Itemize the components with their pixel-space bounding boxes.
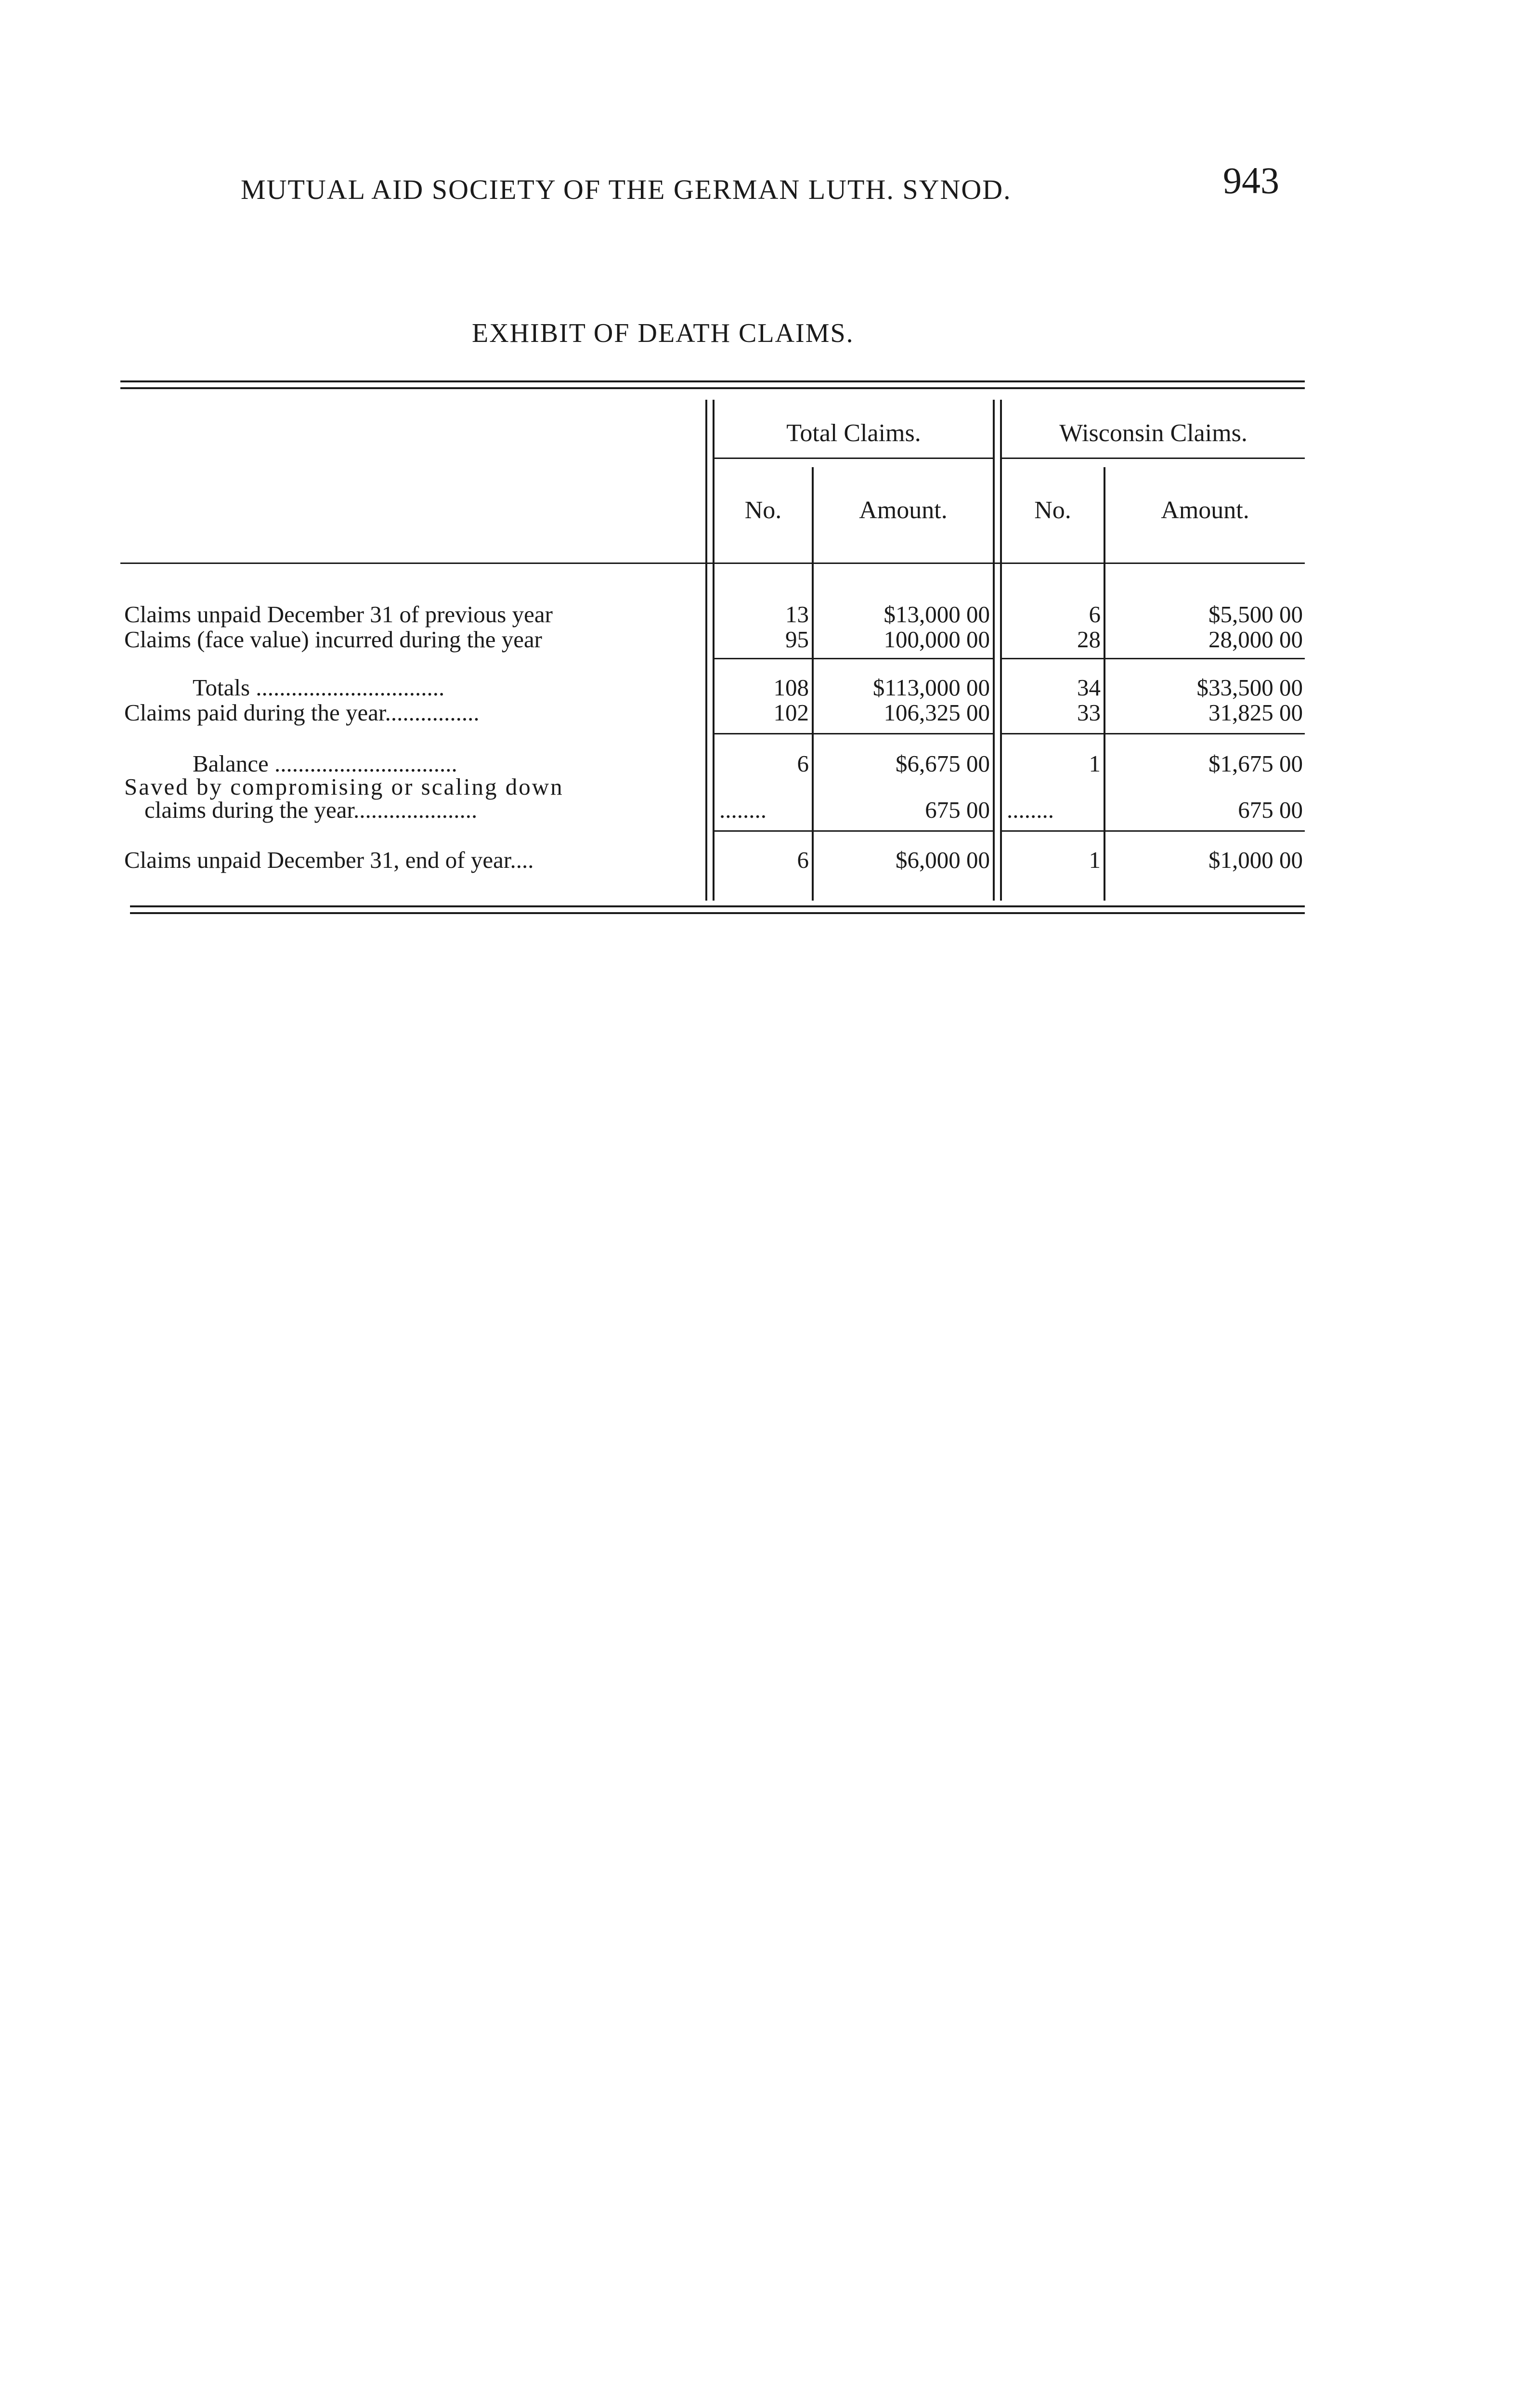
total-no-cell: 102 [773, 699, 809, 726]
row-label-continued: claims during the year..................... [144, 797, 478, 823]
col-header-no: No. [744, 497, 782, 524]
wisconsin-no-cell: ........ [1007, 797, 1054, 823]
row-label: Balance ............................... [193, 750, 457, 777]
wisconsin-amount-cell: 675 00 [1238, 797, 1303, 823]
col-header-amount: Amount. [1161, 497, 1249, 524]
group-rule [713, 458, 993, 459]
page-number: 943 [1223, 159, 1279, 201]
sum-rule [1002, 830, 1305, 832]
wisconsin-no-cell: 1 [1089, 847, 1101, 873]
top-rule [120, 380, 1305, 382]
col-header-amount: Amount. [859, 497, 948, 524]
wisconsin-amount-cell: 31,825 00 [1208, 699, 1303, 726]
wisconsin-no-cell: 6 [1089, 601, 1101, 628]
wisconsin-amount-cell: $1,000 00 [1208, 847, 1303, 873]
total-no-cell: 95 [785, 626, 809, 653]
sum-rule [715, 733, 993, 734]
sum-rule [715, 830, 993, 832]
sum-rule [1002, 658, 1305, 659]
bottom-rule [130, 912, 1305, 914]
total-amount-cell: 675 00 [925, 797, 990, 823]
wisconsin-no-cell: 28 [1077, 626, 1101, 653]
row-label: Claims paid during the year................ [124, 699, 480, 726]
group-header-total: Total Claims. [786, 419, 921, 447]
group-rule [1000, 458, 1305, 459]
total-amount-cell: $6,000 00 [896, 847, 990, 873]
sum-rule [715, 658, 993, 659]
row-label: Claims (face value) incurred during the year [124, 626, 543, 653]
wisconsin-amount-cell: 28,000 00 [1208, 626, 1303, 653]
group-header-wisconsin: Wisconsin Claims. [1059, 419, 1247, 447]
top-rule [120, 387, 1305, 389]
total-no-cell: 108 [773, 674, 809, 701]
wisconsin-amount-cell: $5,500 00 [1208, 601, 1303, 628]
running-head: MUTUAL AID SOCIETY OF THE GERMAN LUTH. SYNOD. [241, 174, 1012, 205]
column-rule [993, 400, 995, 901]
exhibit-title: EXHIBIT OF DEATH CLAIMS. [472, 318, 854, 348]
wisconsin-no-cell: 1 [1089, 750, 1101, 777]
total-amount-cell: $6,675 00 [896, 750, 990, 777]
bottom-rule [130, 905, 1305, 907]
wisconsin-amount-cell: $33,500 00 [1196, 674, 1303, 701]
row-label: Claims unpaid December 31, end of year.... [124, 847, 534, 873]
wisconsin-no-cell: 34 [1077, 674, 1101, 701]
wisconsin-no-cell: 33 [1077, 699, 1101, 726]
total-amount-cell: 100,000 00 [883, 626, 990, 653]
wisconsin-amount-cell: $1,675 00 [1208, 750, 1303, 777]
header-rule [120, 563, 1305, 564]
total-amount-cell: $113,000 00 [872, 674, 990, 701]
total-amount-cell: 106,325 00 [883, 699, 990, 726]
total-no-cell: ........ [719, 797, 766, 823]
death-claims-table [120, 380, 1310, 944]
row-label: Saved by compromising or scaling down [124, 773, 564, 800]
sum-rule [1002, 733, 1305, 734]
row-label: Claims unpaid December 31 of previous year [124, 601, 553, 628]
total-no-cell: 6 [797, 847, 809, 873]
total-amount-cell: $13,000 00 [883, 601, 990, 628]
col-header-no: No. [1034, 497, 1071, 524]
total-no-cell: 6 [797, 750, 809, 777]
total-no-cell: 13 [785, 601, 809, 628]
row-label: Totals ................................ [193, 674, 445, 701]
